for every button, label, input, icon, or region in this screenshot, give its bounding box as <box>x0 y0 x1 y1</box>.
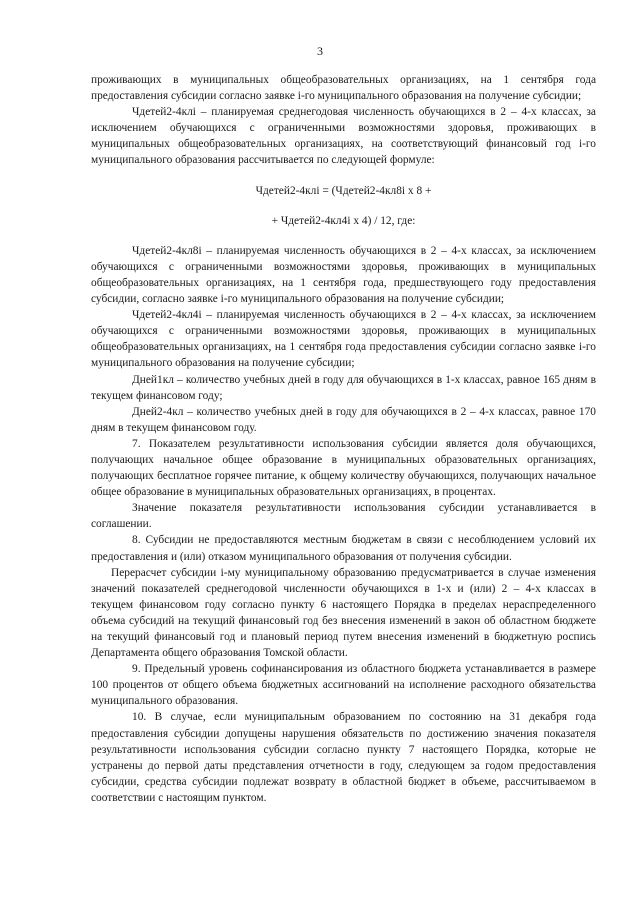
formula-line: Чдетей2-4клi = (Чдетей2-4кл8i х 8 + <box>255 184 432 197</box>
page-number: 3 <box>317 44 323 58</box>
document-body <box>91 72 596 806</box>
paragraph: 9. Предельный уровень софинансирования из областного бюджета устанавливается в размере 100 процентов от общего объема бюджетных ассигнований на исполнение расходного обязательства муниципального образования. <box>91 663 596 708</box>
paragraph: 10. В случае, если муниципальным образованием по состоянию на 31 декабря года предоставления субсидии допущены нарушения обязательств по достижению значения показателя результативности использования субсидии согласно пункту 7 настоящего Порядка, которые не устранены до первой даты представления отчетности в году, следующем за годом предоставления субсидии, средства субсидии подлежат возврату в областной бюджет в объеме, рассчитываемом в соответствии с настоящим пунктом. <box>91 711 596 804</box>
paragraph: 7. Показателем результативности использования субсидии является доля обучающихся, получающих начальное общее образование в муниципальных образовательных организациях, получающих бесплатное горячее питание, к общему количеству обучающихся, получающих начальное общее образование в муниципальных образовательных организациях, в процентах. <box>91 437 596 499</box>
paragraph: Дней2-4кл – количество учебных дней в году для обучающихся в 2 – 4-х классах, равное 170 дням в текущем финансовом году. <box>91 405 596 434</box>
paragraph: Перерасчет субсидии i-му муниципальному образованию предусматривается в случае изменения значений показателей среднегодовой численности обучающихся в 1-х и (или) 2 – 4-х классах в текущем финансовом году согласно пункту 6 настоящего Порядка в пределах нераспределенного объема субсидий на текущий финансовый год без внесения изменений в закон об областном бюджете на текущий финансовый год и плановый период путем внесения изменений в бюджетную роспись Департамента общего образования Томской области. <box>91 566 596 660</box>
paragraph: 8. Субсидии не предоставляются местным бюджетам в связи с несоблюдением условий их предоставления и (или) отказом муниципального образования от получения субсидии. <box>91 534 596 563</box>
paragraph: Значение показателя результативности использования субсидии устанавливается в соглашении. <box>91 502 596 531</box>
paragraph: Чдетей2-4клi – планируемая среднегодовая численность обучающихся в 2 – 4-х классах, за исключением обучающихся с ограниченными возможностями здоровья, проживающих в муниципальных общеобразовательных организациях, на соответствующий финансовый год i-го муниципального образования рассчитывается по следующей формуле: <box>91 106 596 167</box>
paragraph: Чдетей2-4кл4i – планируемая численность обучающихся в 2 – 4-х классах, за исключением обучающихся с ограниченными возможностями здоровья, проживающих в муниципальных общеобразовательных организациях, на 1 сентября года предоставления субсидии согласно заявке i-го муниципального образования на получение субсидии; <box>91 309 596 370</box>
paragraph: проживающих в муниципальных общеобразовательных организациях, на 1 сентября года предоставления субсидии согласно заявке i-го муниципального образования на получение субсидии; <box>91 74 596 103</box>
paragraph: Дней1кл – количество учебных дней в году для обучающихся в 1-х классах, равное 165 дням в текущем финансовом году; <box>91 373 596 402</box>
paragraph: Чдетей2-4кл8i – планируемая численность обучающихся в 2 – 4-х классах, за исключением обучающихся с ограниченными возможностями здоровья, проживающих в муниципальных общеобразовательных организациях, на 1 сентября года, предшествующего году предоставления субсидии, согласно заявке i-го муниципального образования на получение субсидии; <box>91 244 596 306</box>
formula-line: + Чдетей2-4кл4i х 4) / 12, где: <box>271 214 416 227</box>
